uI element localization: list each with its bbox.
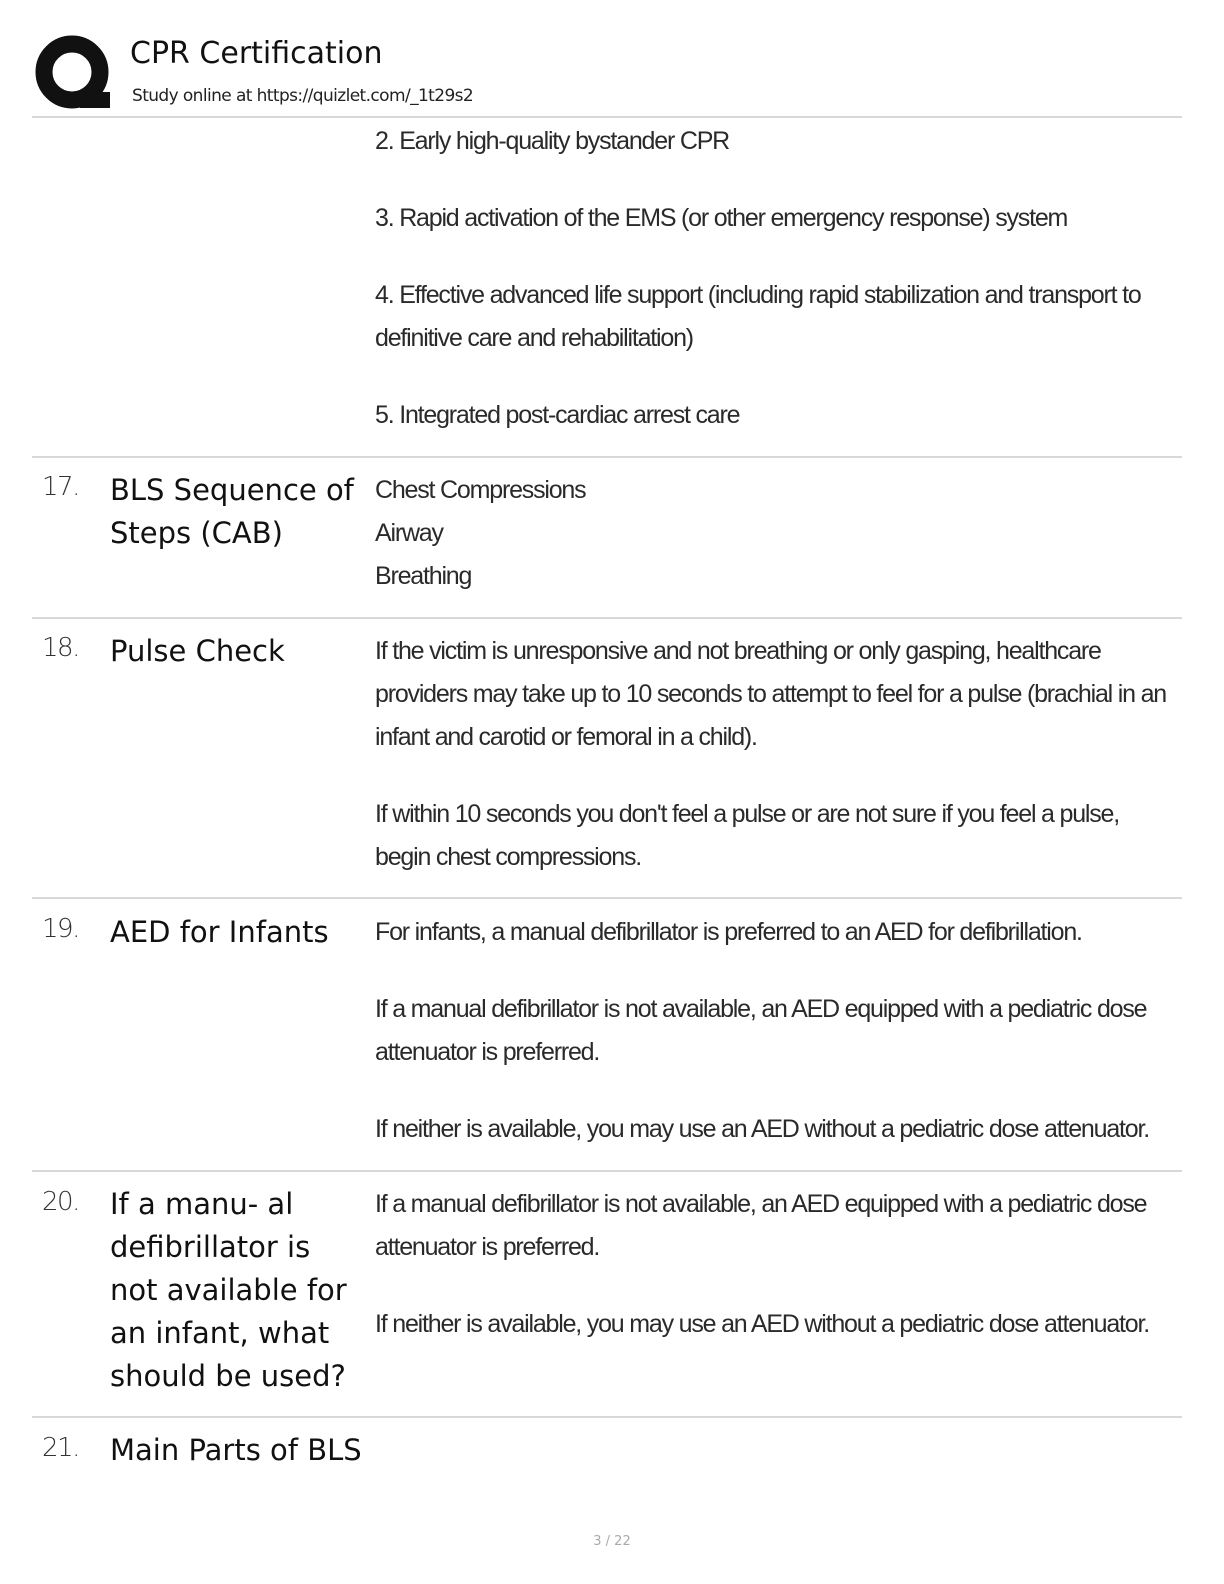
definition-line: Airway	[375, 519, 443, 547]
card-definition	[375, 469, 1170, 598]
definition-line: 5. Integrated post-cardiac arrest care	[375, 401, 740, 429]
definition-paragraph: If a manual defibrillator is not available, an AED equipped with a pediatric dose attenuator is preferred.	[375, 1190, 1147, 1261]
card-number: 21.	[42, 1433, 79, 1463]
definition-paragraph: If a manual defibrillator is not available, an AED equipped with a pediatric dose attenuator is preferred.	[375, 995, 1147, 1066]
study-link[interactable]: Study online at https://quizlet.com/_1t29s2	[132, 86, 474, 106]
card-term: If a manu- al defibrillator is not available for an infant, what should be used?	[110, 1187, 347, 1393]
definition-line: 4. Effective advanced life support (including rapid stabilization and transport to definitive care and rehabilitation)	[375, 281, 1141, 352]
card-number: 17.	[42, 472, 79, 502]
definition-paragraph: If neither is available, you may use an AED without a pediatric dose attenuator.	[375, 1310, 1149, 1338]
page-title: CPR Certification	[130, 36, 383, 71]
card-term: Main Parts of BLS	[110, 1433, 362, 1467]
card-definition	[375, 911, 1170, 1151]
divider	[32, 617, 1182, 619]
definition-line: 3. Rapid activation of the EMS (or other emergency response) system	[375, 204, 1068, 232]
definition-paragraph: For infants, a manual defibrillator is preferred to an AED for defibrillation.	[375, 918, 1082, 946]
card-term: AED for Infants	[110, 915, 329, 949]
card-number: 18.	[42, 633, 79, 663]
card-term: BLS Sequence of Steps (CAB)	[110, 473, 354, 550]
page-number: 3 / 22	[593, 1534, 631, 1549]
definition-paragraph: If neither is available, you may use an AED without a pediatric dose attenuator.	[375, 1115, 1149, 1143]
definition-line: Chest Compressions	[375, 476, 586, 504]
divider	[32, 456, 1182, 458]
definition-line: 2. Early high-quality bystander CPR	[375, 127, 730, 155]
card-definition	[375, 1183, 1170, 1346]
card-number: 20.	[42, 1187, 79, 1217]
definition-continuation	[375, 120, 1170, 437]
card-term: Pulse Check	[110, 634, 285, 668]
card-number: 19.	[42, 914, 79, 944]
card-definition	[375, 630, 1170, 879]
divider	[32, 1416, 1182, 1418]
definition-line: Breathing	[375, 562, 472, 590]
definition-paragraph: If the victim is unresponsive and not breathing or only gasping, healthcare providers may take up to 10 seconds to attempt to feel for a pulse (brachial in an infant and carotid or femoral in a child).	[375, 637, 1166, 751]
divider	[32, 1170, 1182, 1172]
divider	[32, 897, 1182, 899]
definition-paragraph: If within 10 seconds you don't feel a pulse or are not sure if you feel a pulse, begin chest compressions.	[375, 800, 1120, 871]
